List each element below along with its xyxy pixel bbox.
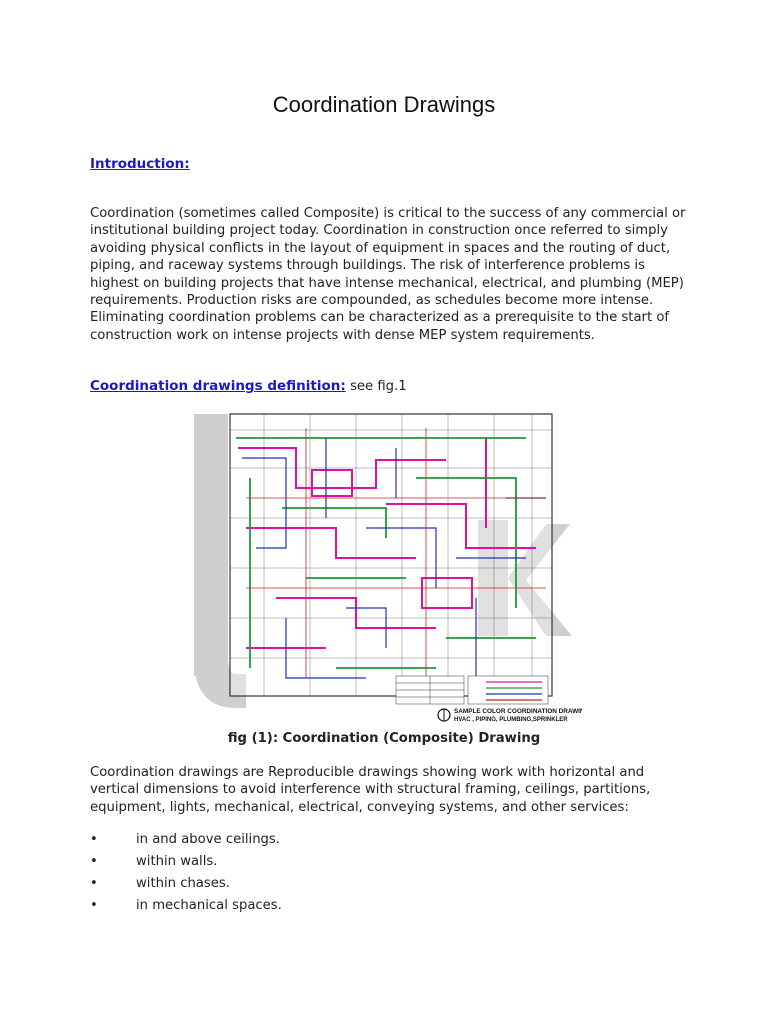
- bullet-icon: •: [90, 854, 98, 869]
- title-block-line1: SAMPLE COLOR COORDINATION DRAWING: [454, 708, 582, 715]
- drawing-legend-table: [396, 676, 548, 704]
- bullet-icon: •: [90, 898, 98, 913]
- page-title: Coordination Drawings: [272, 92, 496, 117]
- list-item-text: within chases.: [136, 876, 230, 891]
- definition-line: [90, 378, 407, 394]
- intro-paragraph: Coordination (sometimes called Composite) is critical to the success of any commercial or institutional building project today. Coordination in construction once referred to simply avoiding physical conflicts in the layout of equipment in spaces and the routing of duct, piping, and raceway systems through buildings. The risk of interference problems is highest on building projects that have intense mechanical, electrical, and plumbing (MEP) requirements. Production risks are compounded, as schedules become more intense. Eliminating coordination problems can be characterized as a prerequisite to the start of construction work on intense projects with dense MEP system requirements.: [90, 206, 686, 343]
- title-block-line2: HVAC , PIPING, PLUMBING,SPRINKLER: [454, 717, 568, 723]
- definition-heading-link[interactable]: Coordination drawings definition:: [90, 378, 346, 394]
- definition-tail: see fig.1: [350, 379, 407, 394]
- intro-heading-wrapper: [90, 153, 190, 172]
- bullet-icon: •: [90, 876, 98, 891]
- list-item-text: in mechanical spaces.: [136, 898, 282, 913]
- body-paragraph: Coordination drawings are Reproducible drawings showing work with horizontal and vertical dimensions to avoid interference with structural framing, ceilings, partitions, equipment, lights, mechanical, electrical, conveying systems, and other services:: [90, 765, 651, 815]
- figure-caption: fig (1): Coordination (Composite) Drawing: [227, 731, 541, 746]
- coordination-drawing-figure: [186, 408, 582, 726]
- coordination-drawing-image: [186, 408, 582, 726]
- intro-heading-link[interactable]: Introduction:: [90, 156, 190, 172]
- list-item-text: in and above ceilings.: [136, 832, 280, 847]
- list-item-text: within walls.: [136, 854, 218, 869]
- drawing-title-block: [438, 708, 582, 723]
- bullet-icon: •: [90, 832, 98, 847]
- drawing-sheet-border: [230, 414, 552, 696]
